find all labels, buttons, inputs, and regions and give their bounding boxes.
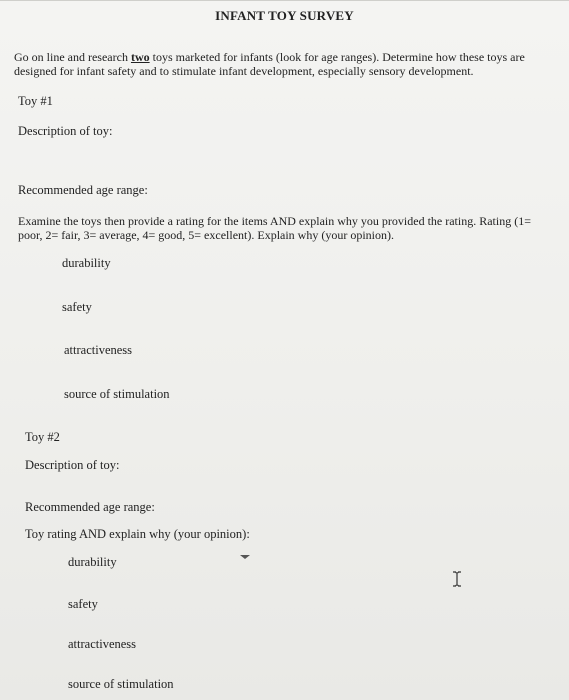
toy1-item-durability: durability: [62, 256, 111, 270]
toy2-item-attractiveness: attractiveness: [68, 637, 137, 651]
toy1-item-stimulation: source of stimulation: [64, 387, 170, 401]
intro-text-before: Go on line and research: [14, 50, 131, 64]
toy1-heading: Toy #1: [18, 94, 53, 108]
arrow-mark-icon: [240, 555, 250, 559]
top-border: [0, 0, 569, 1]
intro-paragraph: [14, 50, 554, 78]
toy1-age-label: Recommended age range:: [18, 183, 148, 197]
text-cursor-icon: [452, 571, 462, 587]
toy2-item-durability: durability: [68, 555, 117, 569]
intro-text-after: toys marketed for infants (look for age ranges). Determine how these toys are designed for infant safety and to stimulate infant development, especially sensory development.: [14, 50, 525, 78]
toy2-heading: Toy #2: [25, 430, 60, 444]
intro-emphasis: two: [130, 50, 150, 64]
toy1-item-safety: safety: [62, 300, 92, 314]
toy2-age-label: Recommended age range:: [25, 500, 155, 514]
toy1-item-attractiveness: attractiveness: [64, 343, 133, 357]
page-title: INFANT TOY SURVEY: [215, 8, 354, 23]
toy2-item-stimulation: source of stimulation: [68, 677, 174, 691]
toy2-rating-label: Toy rating AND explain why (your opinion):: [25, 527, 250, 541]
toy2-description-label: Description of toy:: [25, 458, 120, 472]
toy2-item-safety: safety: [68, 597, 98, 611]
toy1-instructions: Examine the toys then provide a rating for the items AND explain why you provided the rating. Rating (1= poor, 2= fair, 3= average, 4= good, 5= excellent). Explain why (your opinion).: [18, 214, 531, 242]
toy1-description-label: Description of toy:: [18, 124, 113, 138]
